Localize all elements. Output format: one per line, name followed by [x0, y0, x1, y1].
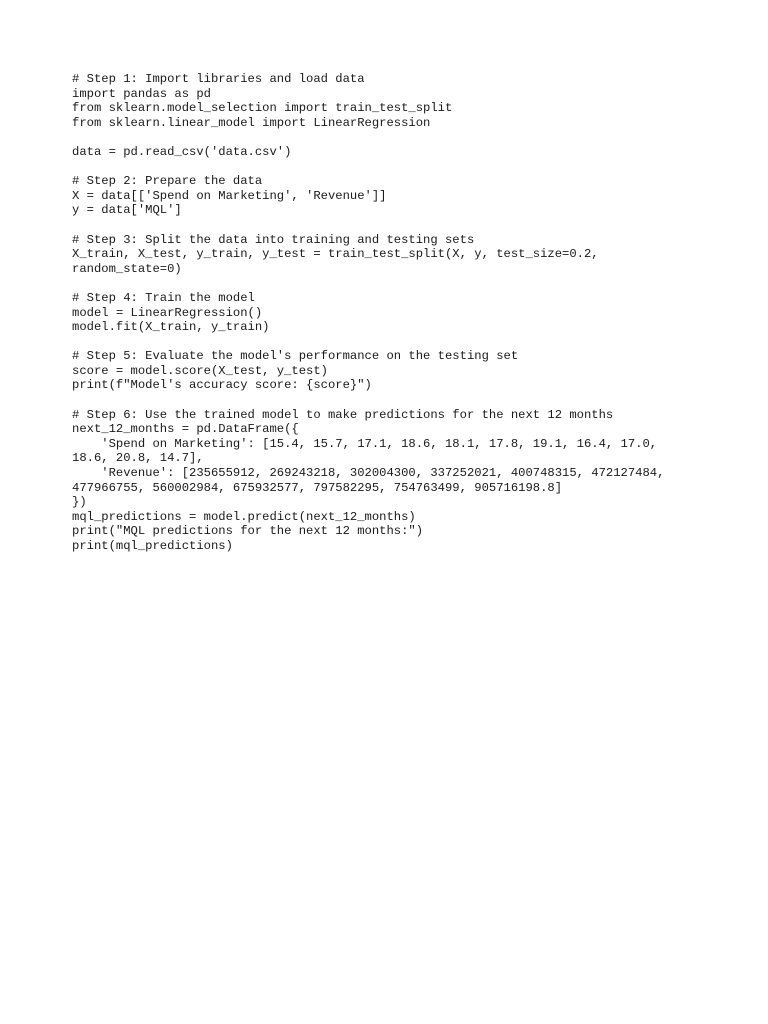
code-line: # Step 5: Evaluate the model's performance on the testing set: [72, 349, 519, 364]
code-line: print(mql_predictions): [72, 539, 233, 553]
code-line: model.fit(X_train, y_train): [72, 320, 270, 335]
code-line: X_train, X_test, y_train, y_test = train_test_split(X, y, test_size=0.2,: [72, 247, 599, 262]
blank-line: [72, 276, 696, 291]
code-line: model = LinearRegression(): [72, 305, 263, 320]
code-line: score = model.score(X_test, y_test): [72, 363, 328, 378]
code-line: # Step 2: Prepare the data: [72, 174, 263, 189]
blank-line: [72, 335, 696, 350]
code-line: }): [72, 495, 87, 510]
code-line: from sklearn.model_selection import train_test_split: [72, 101, 453, 116]
code-line: # Step 6: Use the trained model to make predictions for the next 12 months: [72, 407, 614, 422]
code-line: print(f"Model's accuracy score: {score}"): [72, 378, 372, 393]
code-line: print("MQL predictions for the next 12 months:"): [72, 524, 424, 539]
code-line: # Step 4: Train the model: [72, 290, 255, 305]
code-line: y = data['MQL']: [72, 203, 182, 218]
code-line: random_state=0): [72, 261, 182, 276]
code-line: data = pd.read_csv('data.csv'): [72, 144, 292, 159]
code-line: 18.6, 20.8, 14.7],: [72, 451, 204, 466]
blank-line: [72, 393, 696, 408]
code-line: from sklearn.linear_model import LinearRegression: [72, 115, 431, 130]
code-line: next_12_months = pd.DataFrame({: [72, 422, 299, 437]
code-block: [72, 72, 696, 554]
code-line: import pandas as pd: [72, 86, 211, 101]
code-line: # Step 1: Import libraries and load data: [72, 72, 365, 86]
code-line: # Step 3: Split the data into training and testing sets: [72, 232, 475, 247]
code-line: mql_predictions = model.predict(next_12_months): [72, 509, 416, 524]
blank-line: [72, 218, 696, 233]
code-line: 'Revenue': [235655912, 269243218, 302004300, 337252021, 400748315, 472127484,: [72, 466, 665, 481]
blank-line: [72, 130, 696, 145]
blank-line: [72, 160, 696, 175]
code-line: 477966755, 560002984, 675932577, 797582295, 754763499, 905716198.8]: [72, 480, 563, 495]
code-line: 'Spend on Marketing': [15.4, 15.7, 17.1, 18.6, 18.1, 17.8, 19.1, 16.4, 17.0,: [72, 436, 658, 451]
code-line: X = data[['Spend on Marketing', 'Revenue']]: [72, 188, 387, 203]
